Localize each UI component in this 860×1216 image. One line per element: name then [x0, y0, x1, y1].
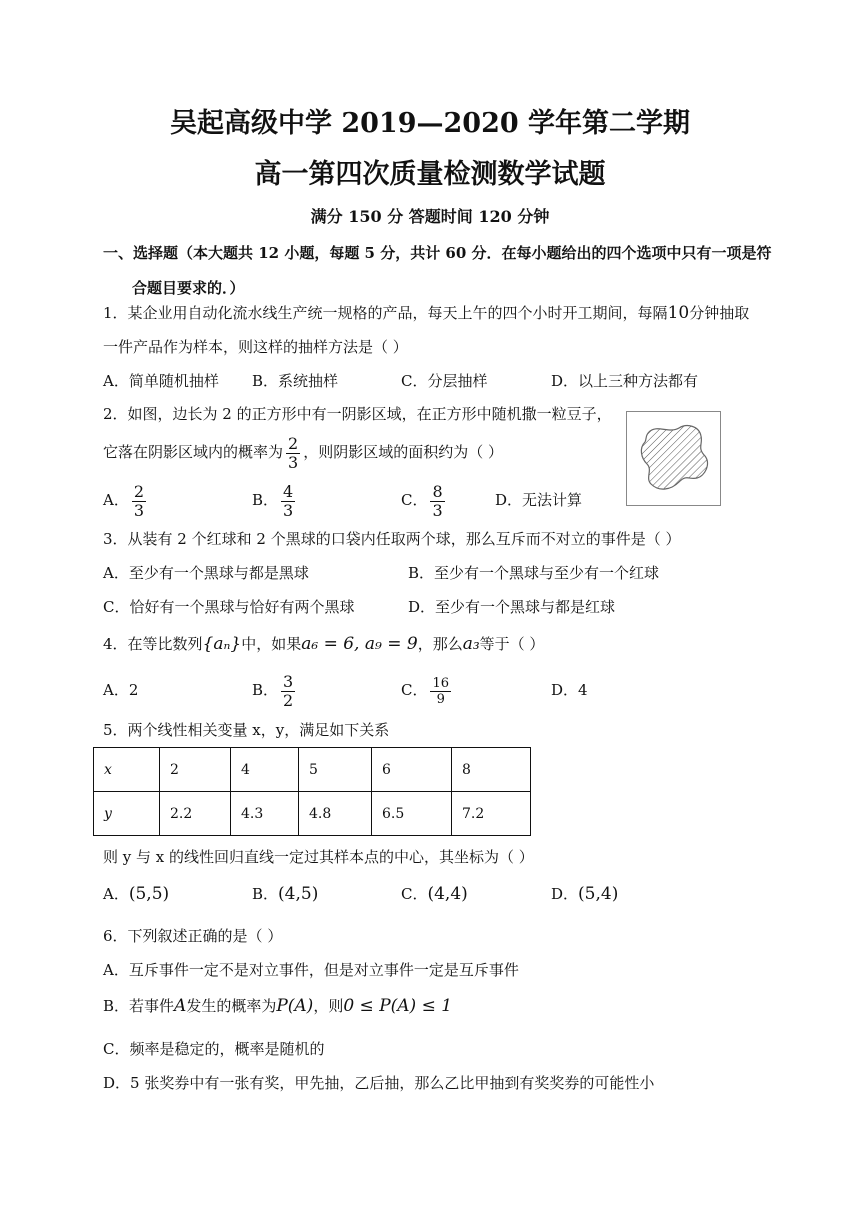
- q1-option-d: D．以上三种方法都有: [551, 372, 699, 390]
- q5-text-line1: 5．两个线性相关变量 x，y，满足如下关系: [103, 721, 390, 739]
- q5-option-d: D．(5,4): [551, 884, 619, 904]
- q4-condition: a₆ = 6, a₉ = 9: [301, 634, 418, 654]
- exam-title-school: 吴起高级中学 2019—2020 学年第二学期: [169, 108, 691, 139]
- section-heading-line2: 合题目要求的．）: [132, 279, 245, 297]
- q1-text-line1: 1．某企业用自动化流水线生产统一规格的产品，每天上午的四个小时开工期间，每隔10分钟抽取: [103, 303, 750, 323]
- shaded-square-figure: [626, 411, 721, 506]
- q5-text-line2: 则 y 与 x 的线性回归直线一定过其样本点的中心，其坐标为（ ）: [103, 848, 534, 866]
- q3-text: 3．从装有 2 个红球和 2 个黑球的口袋内任取两个球，那么互斥而不对立的事件是（ ）: [103, 530, 681, 548]
- q5-option-b: B．(4,5): [252, 884, 319, 904]
- q1-text-line2: 一件产品作为样本，则这样的抽样方法是（ ）: [103, 338, 408, 356]
- q6-option-a: A．互斥事件一定不是对立事件，但是对立事件一定是互斥事件: [103, 961, 519, 979]
- exam-title-subject: 高一第四次质量检测数学试题: [254, 159, 606, 190]
- q2-option-a: A． $\frac{2}{3}$: [103, 481, 145, 520]
- q2-text-line2: 它落在阴影区域内的概率为 $\frac{2}{3}$ ，则阴影区域的面积约为（ ）: [103, 433, 503, 472]
- q2-option-d: D．无法计算: [495, 491, 583, 509]
- q4-option-d: D．4: [551, 681, 588, 699]
- q1-option-a: A．简单随机抽样: [103, 372, 219, 390]
- q3-option-a: A．至少有一个黑球与都是黑球: [103, 564, 309, 582]
- q2-option-b: B． $\frac{4}{3}$: [252, 481, 294, 520]
- q4-option-c: C． $\frac{16}{9}$: [401, 675, 450, 707]
- q5-option-a: A．(5,5): [103, 884, 170, 904]
- q2-probability-fraction: $\frac{2}{3}$: [288, 433, 299, 472]
- q4-option-b: B． $\frac{3}{2}$: [252, 671, 294, 710]
- q6-text: 6．下列叙述正确的是（ ）: [103, 927, 283, 945]
- exam-subtitle: 满分 150 分 答题时间 120 分钟: [310, 207, 550, 226]
- q6-option-b: B．若事件A发生的概率为P(A)，则0 ≤ P(A) ≤ 1: [103, 996, 453, 1016]
- q3-option-d: D．至少有一个黑球与都是红球: [408, 598, 616, 616]
- q6-option-d: D．5 张奖券中有一张有奖，甲先抽，乙后抽，那么乙比甲抽到有奖奖券的可能性小: [103, 1074, 655, 1092]
- q5-option-c: C．(4,4): [401, 884, 468, 904]
- q1-option-b: B．系统抽样: [252, 372, 339, 390]
- q3-option-c: C．恰好有一个黑球与恰好有两个黑球: [103, 598, 355, 616]
- shaded-region-icon: [627, 412, 720, 505]
- section-heading-line1: 一、选择题（本大题共 12 小题，每题 5 分，共计 60 分．在每小题给出的四个选项中只有一项是符: [103, 244, 772, 262]
- q4-option-a: A．2: [103, 681, 139, 699]
- q3-option-b: B．至少有一个黑球与至少有一个红球: [408, 564, 660, 582]
- q5-data-table: [93, 747, 531, 836]
- q4-sequence: {aₙ}: [202, 634, 242, 654]
- q2-text-line1: 2．如图，边长为 2 的正方形中有一阴影区域，在正方形中随机撒一粒豆子，: [103, 405, 612, 423]
- table-row: y 2.2 4.3 4.8 6.5 7.2: [94, 792, 531, 836]
- q2-option-c: C． $\frac{8}{3}$: [401, 481, 443, 520]
- table-row: x 2 4 5 6 8: [94, 748, 531, 792]
- q6-option-c: C．频率是稳定的，概率是随机的: [103, 1040, 325, 1058]
- q1-interval: 10: [667, 303, 690, 323]
- q4-target: a₃: [462, 634, 480, 654]
- q4-text: 4．在等比数列{aₙ}中，如果a₆ = 6, a₉ = 9，那么a₃等于（ ）: [103, 634, 545, 654]
- q1-option-c: C．分层抽样: [401, 372, 488, 390]
